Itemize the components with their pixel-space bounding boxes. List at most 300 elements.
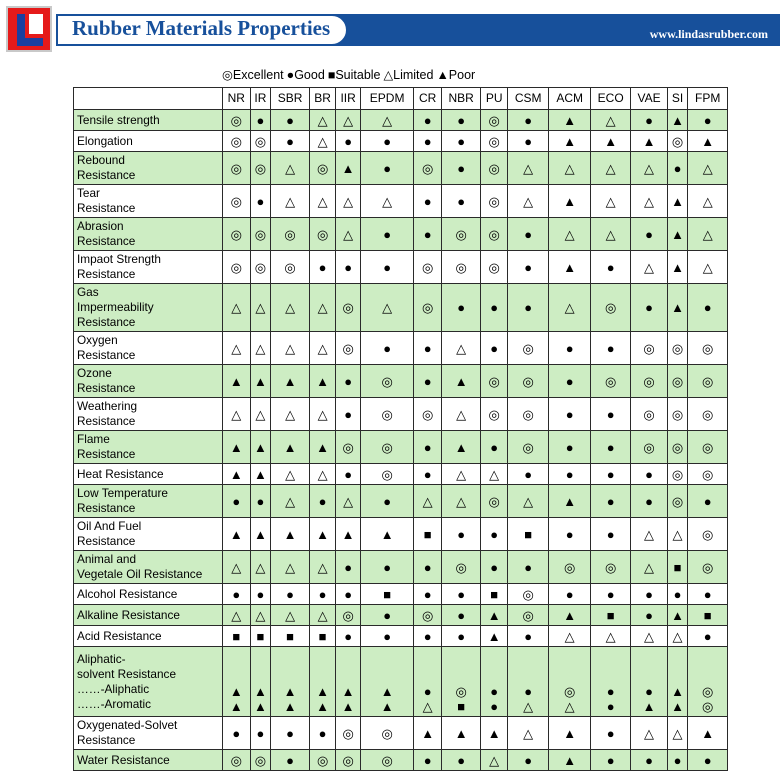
rating-cell	[360, 605, 414, 626]
rating-cell	[250, 110, 271, 131]
rating-cell	[271, 284, 310, 332]
rating-symbol: △	[456, 466, 467, 482]
rating-symbol: ◎	[342, 752, 354, 768]
rating-cell	[414, 152, 442, 185]
rating-cell	[414, 131, 442, 152]
rating-cell	[271, 131, 310, 152]
rating-symbol: △	[702, 160, 713, 176]
rating-cell	[507, 464, 549, 485]
rating-symbol: ●	[606, 725, 615, 741]
rating-symbol: ◎	[522, 607, 534, 623]
rating-symbol: ▲	[454, 439, 468, 455]
rating-cell	[549, 110, 591, 131]
rating-symbol: ▲	[563, 259, 577, 275]
rating-symbol: ▲	[253, 526, 267, 542]
rating-symbol: ▲	[316, 439, 330, 455]
rating-symbol: ▲	[642, 133, 656, 149]
rating-cell	[481, 605, 508, 626]
rating-cell	[549, 626, 591, 647]
rating-cell	[414, 464, 442, 485]
rating-cell	[271, 251, 310, 284]
rating-cell	[631, 110, 667, 131]
table-row	[74, 717, 728, 750]
column-header-si: SI	[667, 88, 688, 110]
rating-cell	[549, 218, 591, 251]
rating-cell	[549, 398, 591, 431]
rating-symbol: ●	[645, 466, 653, 482]
rating-cell	[590, 431, 631, 464]
rating-symbol: ●	[457, 752, 466, 768]
rating-cell	[688, 131, 728, 152]
rating-symbol: ◎	[381, 466, 393, 482]
rating-cell	[336, 251, 361, 284]
rating-symbol: ▲	[316, 373, 330, 389]
rating-symbol: ▲	[229, 526, 243, 542]
rating-cell	[481, 284, 508, 332]
rating-cell	[336, 332, 361, 365]
rating-cell	[441, 332, 481, 365]
rating-cell	[250, 551, 271, 584]
rating-symbol: △	[605, 160, 616, 176]
rating-cell	[481, 717, 508, 750]
rating-cell	[414, 551, 442, 584]
rating-symbol: ●	[524, 133, 533, 149]
rating-cell	[250, 185, 271, 218]
property-label-line: Vegetale Oil Resistance	[77, 567, 203, 581]
property-label	[74, 251, 223, 284]
table-body	[74, 110, 728, 771]
rating-cell	[309, 750, 336, 771]
rating-cell	[507, 750, 549, 771]
legend-item: ◎Excellent	[222, 68, 284, 82]
rating-cell	[507, 647, 549, 717]
rating-symbol: ■	[490, 586, 499, 602]
rating-symbol: ◎	[421, 607, 434, 623]
rating-symbol: ▲	[341, 160, 355, 176]
property-label-line: Resistance	[77, 168, 136, 182]
rating-symbol: ●	[344, 406, 353, 422]
rating-cell	[309, 284, 336, 332]
rating-symbol: ▲	[283, 439, 297, 455]
rating-symbol: ■	[703, 607, 712, 623]
rating-cell	[631, 647, 667, 717]
property-label	[74, 551, 223, 584]
rating-cell	[441, 284, 481, 332]
rating-symbol: ●	[490, 526, 499, 542]
rating-cell	[250, 464, 271, 485]
rating-symbol: ●	[524, 300, 533, 315]
rating-cell	[507, 152, 549, 185]
rating-cell	[688, 717, 728, 750]
rating-cell	[507, 251, 549, 284]
rating-symbol: ▲	[283, 684, 297, 699]
rating-cell	[481, 332, 508, 365]
rating-cell	[667, 251, 688, 284]
table-row	[74, 626, 728, 647]
rating-symbol: ●	[490, 684, 499, 699]
rating-symbol: ●	[423, 586, 432, 602]
rating-symbol: ◎	[381, 725, 393, 741]
property-label-line: ……-Aromatic	[77, 696, 152, 711]
rating-symbol: ◎	[488, 493, 500, 509]
logo-mark	[29, 14, 43, 34]
rating-cell	[590, 485, 631, 518]
rating-cell	[360, 185, 414, 218]
rating-symbol: ◎	[342, 725, 354, 741]
rating-cell	[441, 110, 481, 131]
rating-cell	[667, 626, 688, 647]
rating-symbol: △	[672, 725, 683, 741]
rating-symbol: ◎	[671, 466, 684, 482]
rating-cell	[223, 584, 251, 605]
rating-cell	[590, 398, 631, 431]
rating-cell	[223, 152, 251, 185]
rating-symbol: ◎	[522, 406, 534, 422]
rating-symbol: ●	[286, 112, 295, 128]
rating-symbol: ●	[524, 112, 533, 128]
rating-symbol: ◎	[381, 406, 393, 422]
rating-cell	[414, 185, 442, 218]
property-label	[74, 584, 223, 605]
rating-symbol: ●	[703, 112, 712, 128]
rating-symbol: ▲	[229, 466, 243, 482]
rating-cell	[250, 717, 271, 750]
rating-symbol: △	[644, 559, 655, 575]
rating-symbol: ●	[423, 628, 432, 644]
rating-symbol: ▲	[380, 526, 394, 542]
rating-symbol: ●	[645, 226, 653, 242]
rating-symbol: ●	[383, 226, 392, 242]
rating-cell	[590, 365, 631, 398]
rating-symbol: △	[702, 259, 713, 275]
rating-cell	[250, 365, 271, 398]
property-label-line: Tear	[77, 186, 100, 200]
rating-symbol: ▲	[253, 373, 267, 389]
rating-cell	[271, 485, 310, 518]
property-label	[74, 485, 223, 518]
rating-cell	[549, 284, 591, 332]
rating-symbol: △	[285, 493, 296, 509]
rating-cell	[336, 485, 361, 518]
rating-cell	[309, 464, 336, 485]
rating-cell	[631, 431, 667, 464]
property-label	[74, 717, 223, 750]
rating-cell	[336, 431, 361, 464]
rating-symbol: ◎	[671, 406, 684, 422]
rating-symbol: ▲	[671, 607, 684, 623]
rating-symbol: △	[672, 526, 683, 542]
rating-cell	[309, 584, 336, 605]
rating-symbol: ◎	[522, 340, 534, 356]
rating-symbol: ●	[673, 160, 682, 176]
rating-symbol: ◎	[316, 160, 329, 176]
rating-symbol: ◎	[522, 586, 534, 602]
property-label-line: Resistance	[77, 267, 136, 281]
rating-cell	[667, 485, 688, 518]
property-label-line: Resistance	[77, 315, 136, 329]
rating-cell	[223, 605, 251, 626]
property-label-line: Resistance	[77, 501, 136, 515]
rating-symbol: ●	[524, 684, 533, 699]
rating-symbol: ●	[423, 133, 432, 149]
rating-symbol: △	[523, 160, 534, 176]
property-label-line: Tensile strength	[77, 112, 160, 127]
rating-symbol: ●	[344, 133, 353, 149]
property-label	[74, 647, 223, 717]
rating-symbol: △	[523, 493, 534, 509]
rating-cell	[441, 605, 481, 626]
rating-cell	[667, 398, 688, 431]
column-header-vae: VAE	[631, 88, 667, 110]
rating-symbol: ●	[423, 226, 432, 242]
property-label-line: Gas	[77, 285, 99, 299]
table-row	[74, 750, 728, 771]
property-label-line: Resistance	[77, 447, 136, 461]
rating-cell	[271, 332, 310, 365]
rating-symbol: ●	[256, 193, 265, 209]
rating-symbol: △	[422, 699, 433, 714]
rating-symbol: ◎	[671, 493, 684, 509]
rating-symbol: ●	[383, 493, 392, 509]
rating-symbol: ●	[606, 493, 615, 509]
rating-cell	[336, 110, 361, 131]
rating-symbol: △	[702, 226, 713, 242]
rating-symbol: ◎	[230, 259, 242, 275]
website-url[interactable]: www.lindasrubber.com	[649, 27, 768, 41]
rating-cell	[507, 365, 549, 398]
rating-symbol: ◎	[702, 699, 714, 714]
rating-cell	[688, 485, 728, 518]
rating-cell	[360, 365, 414, 398]
rating-symbol: ●	[524, 259, 533, 275]
rating-symbol: △	[285, 160, 296, 176]
rating-symbol: ▲	[316, 699, 330, 714]
rating-cell	[590, 518, 631, 551]
rating-symbol: ◎	[230, 752, 242, 768]
rating-cell	[441, 398, 481, 431]
rating-cell	[590, 251, 631, 284]
rating-symbol: ▲	[229, 684, 243, 699]
rating-cell	[250, 750, 271, 771]
rating-symbol: ◎	[671, 340, 684, 356]
rating-symbol: ●	[256, 112, 265, 128]
rating-symbol: ◎	[604, 373, 617, 389]
rating-symbol: ◎	[643, 373, 655, 389]
rating-cell	[441, 551, 481, 584]
rating-symbol: △	[231, 300, 242, 315]
rating-cell	[590, 284, 631, 332]
rating-symbol: ▲	[701, 133, 715, 149]
rating-cell	[667, 750, 688, 771]
table-row	[74, 131, 728, 152]
rating-cell	[507, 218, 549, 251]
rating-symbol: ▲	[253, 699, 267, 714]
rating-symbol: ●	[703, 300, 712, 315]
rating-cell	[414, 605, 442, 626]
rating-cell	[309, 110, 336, 131]
rating-cell	[414, 717, 442, 750]
rating-cell	[336, 717, 361, 750]
rating-cell	[223, 717, 251, 750]
rating-cell	[667, 551, 688, 584]
rating-cell	[309, 251, 336, 284]
rating-symbol: ◎	[342, 607, 354, 623]
rating-cell	[441, 464, 481, 485]
rating-cell	[667, 332, 688, 365]
rating-symbol: △	[255, 559, 266, 575]
rating-symbol: ●	[606, 526, 615, 542]
rating-cell	[271, 464, 310, 485]
rating-cell	[223, 218, 251, 251]
rating-symbol: ■	[423, 526, 432, 542]
rating-symbol: ◎	[455, 259, 467, 275]
rating-cell	[360, 284, 414, 332]
rating-cell	[441, 518, 481, 551]
rating-symbol: ▲	[671, 226, 684, 242]
rating-symbol: ●	[457, 193, 466, 209]
page-header	[0, 0, 780, 52]
rating-symbol: ●	[383, 607, 392, 623]
rating-symbol: ●	[703, 586, 712, 602]
rating-cell	[271, 110, 310, 131]
rating-cell	[631, 332, 667, 365]
rating-symbol: ●	[383, 259, 392, 275]
rating-symbol: ●	[645, 300, 653, 315]
property-label	[74, 284, 223, 332]
rating-cell	[590, 551, 631, 584]
rating-cell	[667, 365, 688, 398]
rating-cell	[441, 647, 481, 717]
rating-symbol: ●	[457, 526, 466, 542]
rating-cell	[590, 717, 631, 750]
rating-symbol: ●	[383, 559, 392, 575]
rating-symbol: ●	[318, 493, 327, 509]
rating-symbol: ●	[524, 752, 533, 768]
rating-cell	[336, 518, 361, 551]
property-label-line: Low Temperature	[77, 486, 168, 500]
rating-symbol: ▲	[341, 684, 355, 699]
rating-cell	[271, 218, 310, 251]
rating-symbol: △	[382, 300, 393, 315]
rating-symbol: ●	[606, 340, 615, 356]
rating-cell	[507, 332, 549, 365]
rating-cell	[667, 584, 688, 605]
table-row	[74, 251, 728, 284]
rating-cell	[271, 431, 310, 464]
rating-cell	[360, 518, 414, 551]
property-label-line: Heat Resistance	[77, 466, 164, 481]
rating-cell	[481, 431, 508, 464]
rating-cell	[441, 365, 481, 398]
rating-symbol: ◎	[643, 340, 655, 356]
rating-symbol: △	[285, 559, 296, 575]
rating-cell	[481, 218, 508, 251]
property-label-line: Rebound	[77, 153, 125, 167]
rating-symbol: ●	[383, 628, 392, 644]
rating-symbol: ●	[383, 133, 392, 149]
rating-cell	[414, 398, 442, 431]
rating-cell	[549, 551, 591, 584]
table-row	[74, 551, 728, 584]
rating-symbol: ■	[256, 628, 265, 644]
rating-cell	[688, 605, 728, 626]
rating-symbol: ▲	[341, 526, 355, 542]
properties-table	[73, 87, 728, 771]
rating-cell	[688, 110, 728, 131]
rating-cell	[667, 284, 688, 332]
rating-cell	[667, 717, 688, 750]
rating-cell	[631, 551, 667, 584]
rating-symbol: ◎	[488, 160, 500, 176]
rating-symbol: △	[343, 226, 354, 242]
rating-cell	[481, 110, 508, 131]
rating-cell	[360, 626, 414, 647]
rating-symbol: ▲	[563, 193, 577, 209]
rating-symbol: △	[422, 493, 433, 509]
rating-symbol: △	[255, 406, 266, 422]
rating-symbol: △	[605, 628, 616, 644]
rating-symbol: ◎	[455, 226, 467, 242]
rating-symbol: △	[644, 628, 655, 644]
rating-cell	[667, 218, 688, 251]
rating-cell	[223, 185, 251, 218]
column-header-fpm: FPM	[688, 88, 728, 110]
rating-symbol: ▲	[671, 112, 684, 128]
rating-symbol: ●	[423, 466, 432, 482]
rating-cell	[250, 131, 271, 152]
rating-symbol: ▲	[316, 684, 330, 699]
rating-cell	[271, 647, 310, 717]
rating-cell	[688, 626, 728, 647]
rating-cell	[223, 750, 251, 771]
rating-cell	[631, 131, 667, 152]
rating-symbol: ●	[286, 133, 295, 149]
column-header-cr: CR	[414, 88, 442, 110]
rating-symbol: ●	[524, 628, 533, 644]
rating-cell	[590, 152, 631, 185]
rating-cell	[507, 626, 549, 647]
rating-cell	[414, 218, 442, 251]
rating-cell	[360, 131, 414, 152]
rating-cell	[507, 431, 549, 464]
company-logo[interactable]	[6, 6, 52, 52]
rating-symbol: △	[489, 752, 500, 768]
rating-cell	[360, 251, 414, 284]
rating-symbol: ■	[457, 699, 466, 714]
property-label-line: Abrasion	[77, 219, 124, 233]
rating-symbol: ▲	[701, 725, 715, 741]
rating-symbol: ●	[490, 340, 499, 356]
rating-cell	[688, 647, 728, 717]
rating-cell	[271, 551, 310, 584]
rating-cell	[549, 750, 591, 771]
rating-symbol: ◎	[604, 300, 617, 315]
rating-cell	[507, 185, 549, 218]
rating-symbol: ●	[645, 607, 653, 623]
rating-cell	[336, 365, 361, 398]
rating-cell	[549, 131, 591, 152]
rating-cell	[250, 251, 271, 284]
rating-cell	[360, 464, 414, 485]
rating-cell	[223, 110, 251, 131]
rating-symbol: ▲	[316, 526, 330, 542]
rating-cell	[250, 218, 271, 251]
rating-cell	[441, 431, 481, 464]
rating-cell	[688, 398, 728, 431]
property-label-line: Elongation	[77, 133, 133, 148]
rating-symbol: ■	[606, 607, 615, 623]
rating-cell	[309, 647, 336, 717]
